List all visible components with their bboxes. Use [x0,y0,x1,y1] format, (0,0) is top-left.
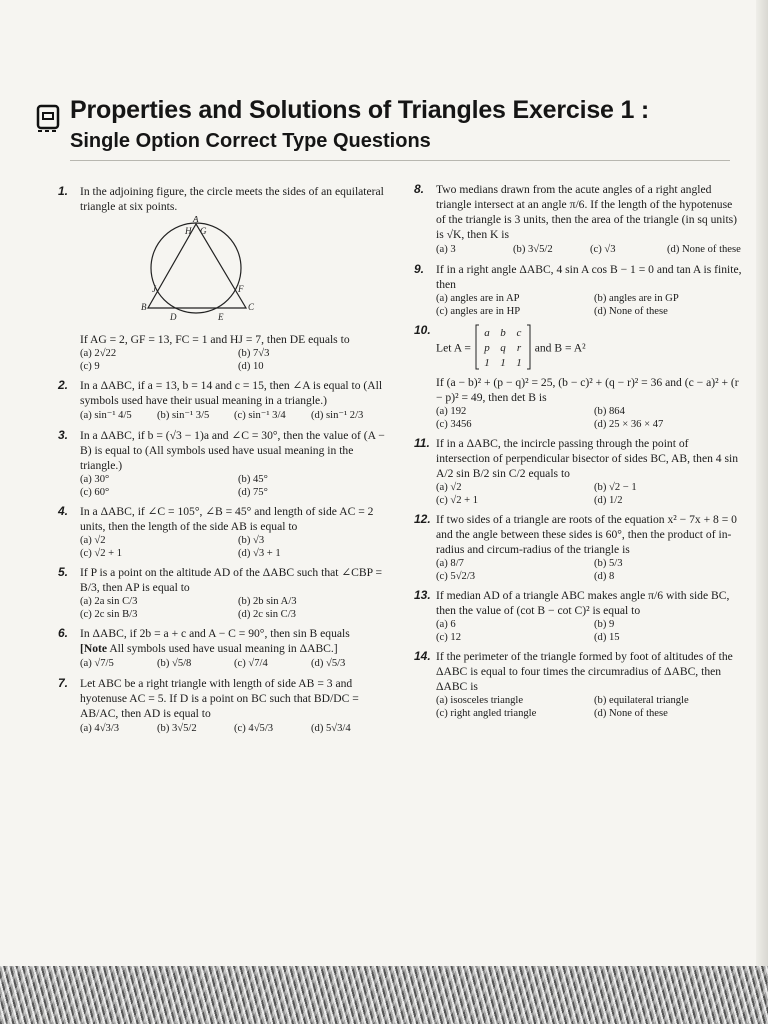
figure-label-j: J [152,284,156,294]
option-c[interactable]: (c) 12 [436,632,461,643]
option-d[interactable]: (d) √5/3 [311,658,346,669]
question-text: In ΔABC, if 2b = a + c and A − C = 90°, then sin B equals [80,627,350,640]
options [436,694,744,720]
title-divider [70,160,730,161]
figure-label-c: C [248,302,255,312]
option-a[interactable]: (a) 2√22 [80,348,117,359]
option-b[interactable]: (b) 45° [238,474,268,485]
exercise-icon [36,104,60,134]
option-a[interactable]: (a) √2 [80,535,106,546]
triangle-circle-figure [138,216,258,328]
question-text: In a ΔABC, if b = (√3 − 1)a and ∠C = 30°, then the value of (A − B) is equal to (All symbols used have usual meaning in the triangle.) [80,429,385,472]
left-column [58,184,388,741]
question-text-continued: If (a − b)² + (p − q)² = 25, (b − c)² + (q − r)² = 36 and (c − a)² + (r − p)² = 49, then det B is [436,376,739,404]
figure-label-d: D [170,312,177,322]
question-text: In a ΔABC, if ∠C = 105°, ∠B = 45° and length of side AC = 2 units, then the length of the side AB is equal to [80,505,374,533]
question-12 [414,512,744,583]
question-4 [58,504,388,560]
option-d[interactable]: (d) None of these [667,244,741,255]
question-text: If in a right angle ΔABC, 4 sin A cos B − 1 = 0 and tan A is finite, then [436,263,742,291]
option-d[interactable]: (d) 75° [238,487,268,498]
option-a[interactable]: (a) √7/5 [80,658,114,669]
option-b[interactable]: (b) 2b sin A/3 [238,596,297,607]
matrix-cell: r [516,342,521,354]
option-b[interactable]: (b) √3 [238,535,265,546]
option-a[interactable]: (a) isosceles triangle [436,695,524,706]
matrix-cell: p [484,342,490,354]
question-number: 9. [414,262,425,276]
question-text: If in a ΔABC, the incircle passing through the point of intersection of perpendicular bisector of sides BC, AB, then 4 sin A/2 sin B/2 sin C/2 equals to [436,437,739,480]
matrix-a [474,323,532,375]
option-b[interactable]: (b) 9 [594,619,615,630]
option-c[interactable]: (c) 2c sin B/3 [80,609,138,620]
options [80,656,388,671]
options [80,347,388,373]
option-b[interactable]: (b) 864 [594,406,625,417]
question-number: 10. [414,323,431,337]
option-d[interactable]: (d) None of these [594,708,668,719]
option-a[interactable]: (a) 3 [436,244,456,255]
option-c[interactable]: (c) 60° [80,487,110,498]
option-a[interactable]: (a) 8/7 [436,558,464,569]
option-d[interactable]: (d) 2c sin C/3 [238,609,296,620]
matrix-b-definition: and B = A² [534,341,586,355]
option-a[interactable]: (a) sin⁻¹ 4/5 [80,410,132,421]
question-text [436,323,744,375]
question-10 [414,323,744,431]
option-b[interactable]: (b) √2 − 1 [594,482,637,493]
option-c[interactable]: (c) √7/4 [234,658,268,669]
option-b[interactable]: (b) 3√5/2 [157,723,197,734]
question-number: 7. [58,676,69,690]
option-c[interactable]: (c) 5√2/3 [436,571,476,582]
question-13 [414,588,744,644]
question-text: In the adjoining figure, the circle meets the sides of an equilateral triangle at six points. [80,185,384,213]
question-text: If median AD of a triangle ABC makes angle π/6 with side BC, then the value of (cot B − cot C)² is equal to [436,589,730,617]
question-number: 5. [58,565,69,579]
option-d[interactable]: (d) None of these [594,306,668,317]
question-number: 2. [58,378,69,392]
options [80,534,388,560]
figure-label-a: A [193,216,199,224]
question-number: 11. [414,436,430,450]
scan-texture-overlay [0,966,768,1024]
question-text: If two sides of a triangle are roots of the equation x² − 7x + 8 = 0 and the angle between these sides is 60°, then the product of in-radius and circum-radius of the triangle is [436,513,737,556]
option-d[interactable]: (d) 5√3/4 [311,723,351,734]
option-b[interactable]: (b) √5/8 [157,658,192,669]
question-number: 14. [414,649,431,663]
question-9 [414,262,744,318]
option-b[interactable]: (b) 7√3 [238,348,270,359]
options [80,721,388,736]
question-number: 8. [414,182,425,196]
option-d[interactable]: (d) 10 [238,361,264,372]
options [436,242,744,257]
option-a[interactable]: (a) 192 [436,406,467,417]
question-text: If P is a point on the altitude AD of the ΔABC such that ∠CBP = B/3, then AP is equal to [80,566,383,594]
option-b[interactable]: (b) 5/3 [594,558,623,569]
option-c[interactable]: (c) √3 [590,244,616,255]
figure-label-b: B [141,302,147,312]
question-text: If the perimeter of the triangle formed by foot of altitudes of the ΔABC is equal to four times the circumradius of ΔABC, then ΔABC is [436,650,733,693]
option-d[interactable]: (d) sin⁻¹ 2/3 [311,410,364,421]
note-label: [Note [80,642,108,655]
option-a[interactable]: (a) 4√3/3 [80,723,120,734]
option-b[interactable]: (b) sin⁻¹ 3/5 [157,410,210,421]
figure-label-g: G [200,226,207,236]
option-d[interactable]: (d) 25 × 36 × 47 [594,419,664,430]
option-b[interactable]: (b) angles are in GP [594,293,679,304]
figure-label-h: H [185,226,192,236]
question-number: 12. [414,512,431,526]
option-a[interactable]: (a) √2 [436,482,462,493]
question-1 [58,184,388,373]
option-b[interactable]: (b) 3√5/2 [513,244,553,255]
question-text-continued: If AG = 2, GF = 13, FC = 1 and HJ = 7, then DE equals to [80,333,350,346]
option-c[interactable]: (c) sin⁻¹ 3/4 [234,410,286,421]
option-d[interactable]: (d) 15 [594,632,620,643]
option-a[interactable]: (a) 30° [80,474,110,485]
note-text: All symbols used have usual meaning in ΔABC.] [109,642,338,655]
options [80,595,388,621]
options [80,408,388,423]
question-text: Let ABC be a right triangle with length of side AB = 3 and hyotenuse AC = 5. If D is a point on BC such that BD/DC = AB/AC, then AD is equal to [80,677,359,720]
options [436,557,744,583]
option-c[interactable]: (c) right angled triangle [436,708,537,719]
question-8 [414,182,744,257]
page-subtitle: Single Option Correct Type Questions [70,130,431,152]
question-14 [414,649,744,720]
matrix-cell: 1 [500,357,506,369]
matrix-cell: a [484,327,490,339]
options [436,292,744,318]
right-column [414,182,744,725]
matrix-cell: c [516,327,522,339]
option-c[interactable]: (c) √2 + 1 [80,548,123,559]
matrix-cell: 1 [484,357,490,369]
option-b[interactable]: (b) equilateral triangle [594,695,689,706]
question-number: 1. [58,184,69,198]
option-c[interactable]: (c) 4√5/3 [234,723,274,734]
matrix-brackets [474,323,532,371]
option-d[interactable]: (d) √3 + 1 [238,548,281,559]
options [436,481,744,507]
question-note [80,641,388,656]
figure-label-f: F [238,284,244,294]
question-3 [58,428,388,499]
options [80,473,388,499]
question-text: Two medians drawn from the acute angles of a right angled triangle intersect at an angle π/6. If the length of the hypotenuse of the triangle is 3 units, then the area of the triangle (in sq units) is √K, then K is [436,183,738,241]
matrix-cell: b [500,327,506,339]
page-edge-shadow [756,0,768,1024]
option-c[interactable]: (c) 3456 [436,419,472,430]
option-c[interactable]: (c) 9 [80,361,100,372]
question-6 [58,626,388,671]
option-c[interactable]: (c) angles are in HP [436,306,521,317]
options [436,618,744,644]
matrix-label: Let A = [436,341,471,355]
question-number: 6. [58,626,69,640]
question-number: 3. [58,428,69,442]
option-a[interactable]: (a) 2a sin C/3 [80,596,138,607]
figure-label-e: E [218,312,224,322]
option-a[interactable]: (a) 6 [436,619,456,630]
question-7 [58,676,388,736]
question-2 [58,378,388,423]
matrix-cell: 1 [516,357,522,369]
option-c[interactable]: (c) √2 + 1 [436,495,479,506]
option-d[interactable]: (d) 8 [594,571,615,582]
page-title: Properties and Solutions of Triangles Exercise 1 : [70,96,650,124]
question-5 [58,565,388,621]
option-a[interactable]: (a) angles are in AP [436,293,520,304]
option-d[interactable]: (d) 1/2 [594,495,623,506]
matrix-cell: q [500,342,506,354]
options [436,405,744,431]
question-number: 4. [58,504,69,518]
question-number: 13. [414,588,431,602]
question-text: In a ΔABC, if a = 13, b = 14 and c = 15, then ∠A is equal to (All symbols used have their usual meaning in a triangle.) [80,379,383,407]
question-11 [414,436,744,507]
